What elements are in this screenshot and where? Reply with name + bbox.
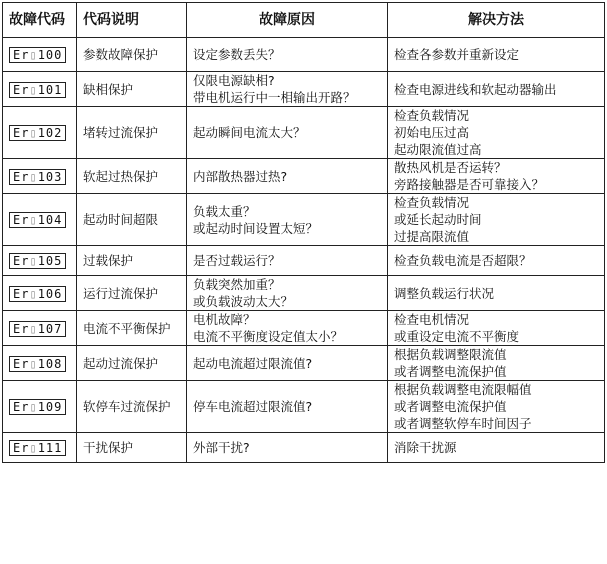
solution-line: 或重设定电流不平衡度 (394, 329, 520, 344)
code-description-cell: 过载保护 (77, 246, 187, 276)
fault-code-number: 105 (37, 254, 63, 268)
fault-code-number: 104 (37, 213, 63, 227)
segment-separator-icon: ▯ (29, 82, 38, 97)
fault-cause-line: 仅限电源缺相? (193, 73, 275, 88)
fault-code-number: 106 (37, 286, 63, 301)
table-row (3, 433, 605, 463)
solution-line: 或者调整电流保护值 (394, 399, 507, 414)
solution-cell (388, 72, 605, 107)
solution-line: 旁路接触器是否可靠接入？ (394, 177, 545, 192)
code-description-cell: 软起过热保护 (77, 159, 187, 194)
table-row (3, 381, 605, 433)
segment-separator-icon: ▯ (29, 48, 38, 62)
solution-cell (388, 433, 605, 463)
fault-code-prefix: Er (13, 400, 30, 414)
fault-code-cell (3, 381, 77, 433)
fault-cause-cell (187, 72, 388, 107)
code-description-cell: 起动过流保护 (77, 346, 187, 381)
fault-cause-cell (187, 194, 388, 246)
fault-cause-line: 是否过载运行？ (193, 253, 281, 268)
solution-cell (388, 246, 605, 276)
fault-code-prefix: Er (13, 48, 30, 62)
segment-separator-icon: ▯ (29, 400, 38, 414)
fault-cause-line: 或起动时间设置太短？ (193, 220, 319, 236)
fault-cause-cell (187, 346, 388, 381)
solution-line: 消除干扰源 (394, 440, 457, 455)
solution-cell (388, 38, 605, 72)
segment-display-icon (9, 125, 66, 141)
fault-cause-line: 电流不平衡度设定值太小？ (193, 329, 344, 344)
fault-cause-line: 或负载波动太大？ (193, 294, 294, 309)
solution-line: 根据负载调整限流值 (394, 347, 507, 362)
fault-code-cell (3, 159, 77, 194)
solution-line: 调整负载运行状况 (394, 285, 495, 301)
fault-cause-cell (187, 381, 388, 433)
fault-code-prefix: Er (13, 82, 30, 97)
fault-code-number: 101 (37, 82, 63, 97)
table-row (3, 246, 605, 276)
code-description-cell: 干扰保护 (77, 433, 187, 463)
solution-line: 或者调整软停车时间因子 (394, 416, 532, 431)
fault-code-cell (3, 107, 77, 159)
fault-cause-cell (187, 276, 388, 311)
solution-line: 初始电压过高 (394, 125, 470, 140)
table-row (3, 159, 605, 194)
segment-separator-icon: ▯ (29, 286, 38, 301)
fault-cause-line: 电机故障？ (193, 312, 256, 327)
fault-code-cell (3, 276, 77, 311)
header-fault-cause: 故障原因 (187, 3, 388, 38)
table-row (3, 107, 605, 159)
fault-cause-line: 起动电流超过限流值? (193, 355, 313, 371)
solution-cell (388, 107, 605, 159)
code-description-cell: 起动时间超限 (77, 194, 187, 246)
solution-cell (388, 346, 605, 381)
table-row (3, 38, 605, 72)
fault-code-prefix: Er (13, 126, 30, 140)
header-fault-code: 故障代码 (3, 3, 77, 38)
table-body (3, 38, 605, 463)
segment-display-icon (9, 169, 66, 185)
fault-code-prefix: Er (13, 254, 30, 268)
solution-line: 检查各参数并重新设定 (394, 47, 520, 62)
segment-display-icon (9, 440, 66, 456)
solution-cell (388, 276, 605, 311)
fault-code-cell (3, 194, 77, 246)
fault-cause-line: 负载太重？ (193, 203, 256, 219)
fault-code-number: 100 (37, 48, 63, 62)
fault-code-prefix: Er (13, 213, 30, 227)
fault-cause-line: 起动瞬间电流太大？ (193, 125, 306, 140)
fault-cause-cell (187, 433, 388, 463)
segment-separator-icon: ▯ (29, 356, 38, 371)
fault-cause-line: 设定参数丢失？ (193, 47, 281, 62)
solution-line: 散热风机是否运转？ (394, 160, 507, 175)
fault-code-number: 108 (37, 356, 63, 371)
solution-line: 过提高限流值 (394, 229, 470, 244)
fault-cause-cell (187, 107, 388, 159)
segment-separator-icon: ▯ (29, 254, 38, 268)
segment-display-icon (9, 253, 66, 269)
fault-code-number: 109 (37, 400, 63, 414)
table-row (3, 194, 605, 246)
fault-code-prefix: Er (13, 321, 30, 336)
segment-display-icon (9, 321, 66, 337)
fault-cause-cell (187, 159, 388, 194)
solution-cell (388, 159, 605, 194)
segment-display-icon (9, 82, 66, 98)
fault-code-number: 102 (37, 126, 63, 140)
solution-line: 或者调整电流保护值 (394, 364, 507, 379)
table-row (3, 346, 605, 381)
fault-cause-cell (187, 246, 388, 276)
header-solution: 解决方法 (388, 3, 605, 38)
solution-line: 或延长起动时间 (394, 212, 482, 227)
fault-cause-cell (187, 311, 388, 346)
fault-code-cell (3, 311, 77, 346)
code-description-cell: 电流不平衡保护 (77, 311, 187, 346)
fault-code-cell (3, 433, 77, 463)
solution-line: 起动限流值过高 (394, 142, 482, 157)
segment-display-icon (9, 286, 66, 302)
solution-cell (388, 194, 605, 246)
segment-display-icon (9, 399, 66, 415)
segment-separator-icon: ▯ (29, 126, 38, 140)
fault-code-prefix: Er (13, 169, 30, 184)
solution-line: 检查电源进线和软起动器输出 (394, 81, 557, 97)
segment-display-icon (9, 212, 66, 228)
table-row (3, 276, 605, 311)
table-row (3, 311, 605, 346)
segment-display-icon (9, 356, 66, 372)
table-row (3, 72, 605, 107)
code-description-cell: 堵转过流保护 (77, 107, 187, 159)
table-header-row (3, 3, 605, 38)
solution-cell (388, 311, 605, 346)
fault-cause-line: 带电机运行中一相输出开路？ (193, 90, 356, 105)
solution-line: 检查负载情况 (394, 108, 470, 123)
fault-code-number: 107 (37, 321, 63, 336)
solution-line: 检查电机情况 (394, 312, 470, 327)
segment-separator-icon: ▯ (29, 169, 38, 184)
segment-separator-icon: ▯ (29, 441, 38, 455)
fault-cause-line: 负载突然加重？ (193, 277, 281, 292)
fault-code-prefix: Er (13, 286, 30, 301)
header-code-description: 代码说明 (77, 3, 187, 38)
segment-display-icon (9, 47, 66, 63)
segment-separator-icon: ▯ (29, 321, 38, 336)
fault-code-cell (3, 246, 77, 276)
solution-cell (388, 381, 605, 433)
fault-code-cell (3, 346, 77, 381)
fault-code-number: 103 (37, 169, 63, 184)
solution-line: 根据负载调整电流限幅值 (394, 382, 532, 397)
fault-code-cell (3, 72, 77, 107)
solution-line: 检查负载情况 (394, 195, 470, 210)
code-description-cell: 运行过流保护 (77, 276, 187, 311)
fault-code-prefix: Er (13, 441, 30, 455)
fault-code-table (2, 2, 605, 463)
fault-code-prefix: Er (13, 356, 30, 371)
fault-cause-line: 停车电流超过限流值? (193, 399, 313, 414)
code-description-cell: 软停车过流保护 (77, 381, 187, 433)
fault-code-number: 111 (37, 441, 63, 455)
fault-cause-line: 内部散热器过热? (193, 168, 288, 184)
segment-separator-icon: ▯ (29, 213, 38, 227)
solution-line: 检查负载电流是否超限？ (394, 253, 532, 268)
fault-cause-line: 外部干扰? (193, 440, 250, 455)
fault-code-cell (3, 38, 77, 72)
code-description-cell: 缺相保护 (77, 72, 187, 107)
fault-cause-cell (187, 38, 388, 72)
code-description-cell: 参数故障保护 (77, 38, 187, 72)
